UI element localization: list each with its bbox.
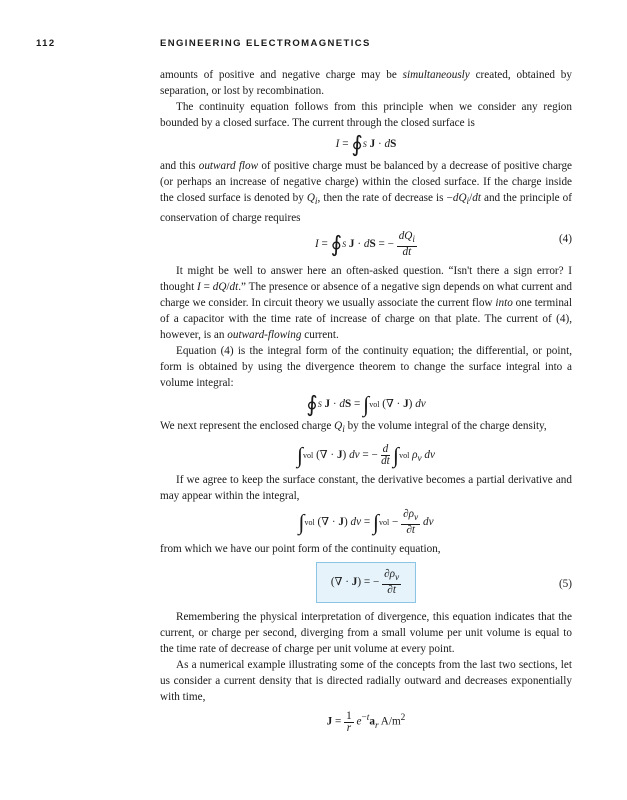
equation-current: I = ∮S J · dS xyxy=(335,131,397,157)
equation-4-number: (4) xyxy=(558,233,572,246)
body-text xyxy=(160,67,572,739)
paragraph-5: Equation (4) is the integral form of the continuity equation; the differential, or point, form is obtained by using the divergence theorem to change the surface integral into a volume integral: xyxy=(160,345,572,390)
paragraph-2: The continuity equation follows from this principle when we consider any region bounded by a closed surface. The current through the closed surface is xyxy=(160,101,572,129)
running-title: ENGINEERING ELECTROMAGNETICS xyxy=(160,38,371,49)
equation-4: I = ∮S J · dS = − $\frac{dQ_i}{dt}$ (4) xyxy=(315,230,572,259)
equation-5 xyxy=(160,562,572,603)
equation-charge-density: ∫vol (∇ · J) dv = − $\frac{d}{dt}$ ∫vol $\rho_v$ dv xyxy=(297,442,435,468)
equation-5-box: (∇ · J) = − $\frac{\partial\rho_v}{\partial t}$ xyxy=(316,562,416,603)
equation-5-number: (5) xyxy=(558,578,572,591)
page-number: 112 xyxy=(36,38,56,49)
paragraph-3: and this outward flow of positive charge must be balanced by a decrease of positive charge (or perhaps an increase of negative charge) within the closed surface. If the charge inside the closed surface is denoted by $Q_i$, then the rate of decrease is $-dQ_i/dt$ and the principle of conservation of charge requires xyxy=(160,160,572,225)
paragraph-7: If we agree to keep the surface constant, the derivative becomes a partial derivative and may appear within the integral, xyxy=(160,474,572,503)
equation-divergence-theorem: ∮S J · dS = ∫vol (∇ · J) dv xyxy=(306,391,426,417)
paragraph-4: It might be well to answer here an often-asked question. “Isn't there a sign error? I thought I = dQ/dt.” The presence or absence of a negative sign depends on what current and charge we consider. In circuit theory we usually associate the current flow into one terminal of a capacitor with the time rate of increase of charge on that plate. The current of (4), however, is an outward-flowing current. xyxy=(160,265,573,342)
paragraph-8: from which we have our point form of the continuity equation, xyxy=(160,543,441,556)
equation-partial: ∫vol (∇ · J) dv = ∫vol − $\frac{\partial\rho_v}{\partial t}$ dv xyxy=(298,508,434,537)
paragraph-10: As a numerical example illustrating some of the concepts from the last two sections, let us consider a current density that is directed radially outward and decreases exponentially with time, xyxy=(160,659,572,704)
paragraph-9: Remembering the physical interpretation of divergence, this equation indicates that the current, or charge per second, diverging from a small volume per unit volume is equal to the time rate of decrease of charge per unit volume at every point. xyxy=(160,611,572,656)
paragraph-1: amounts of positive and negative charge may be simultaneously created, obtained by separation, or lost by recombination. xyxy=(160,69,572,97)
paragraph-6: We next represent the enclosed charge $Q_i$ by the volume integral of the charge density, xyxy=(160,420,547,436)
equation-example: J = $\frac{1}{r}$ $e^{-t}a_r$ $A/m^2$ xyxy=(326,710,406,735)
